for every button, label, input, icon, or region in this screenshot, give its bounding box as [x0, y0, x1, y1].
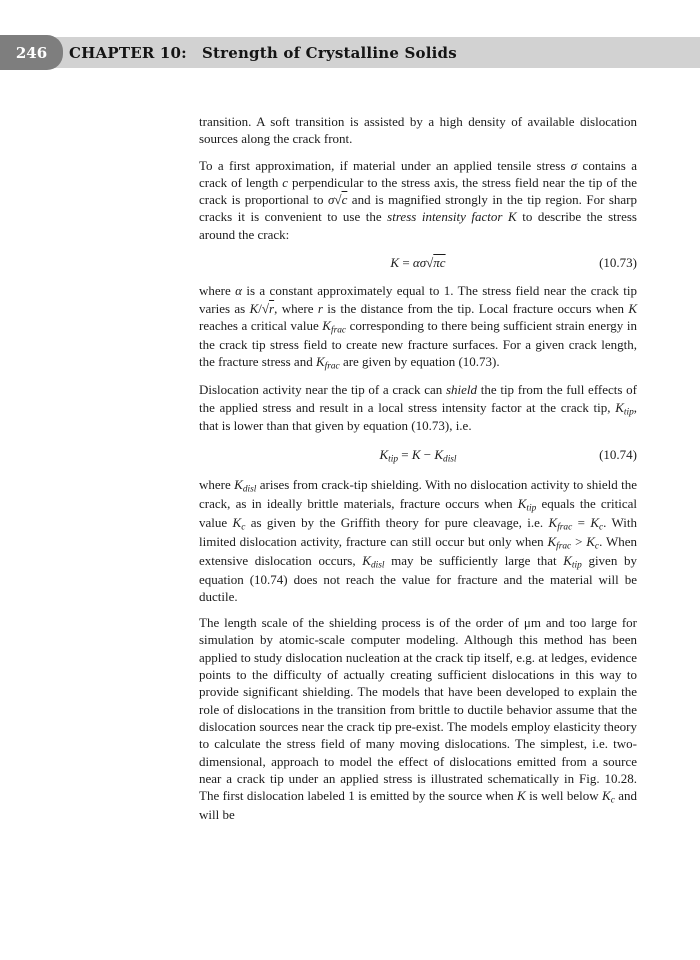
paragraph-6: The length scale of the shielding process is of the order of μm and too large for simulation by atomic-scale computer modeling. Although this method has been applied to study dislocation nucleation at the crack tip itself, e.g. at ledges, evidence points to the difficulty of actually creating sufficient dislocations in this way to provide significant shielding. The models that have been developed to explain the role of dislocations in the transition from brittle to ductile behavior assume that the dislocation sources near the crack tip pre-exist. The models employ elasticity theory to calculate the stress field of many moving dislocations. The simplest, i.e. two-dimensional, approach to model the effect of dislocations emitted from a source near a crack tip under an applied stress is illustrated schematically in Fig. 10.28. The first dislocation labeled 1 is emitted by the source when K is well below $K_c$ and will be [199, 615, 638, 823]
chapter-heading [69, 37, 457, 68]
chapter-title: Strength of Crystalline Solids [201, 43, 457, 62]
paragraph-2: To a first approximation, if material under an applied tensile stress σ contains a crack of length c perpendicular to the stress axis, the stress field near the tip of the crack is proportional to σ√c and is magnified strongly in the tip region. For sharp cracks it is convenient to use the stress intensity factor K to describe the stress around the crack: [199, 157, 638, 242]
equation-math: $K_{tip} = K - K_{disl}$ [379, 446, 457, 465]
paragraph-1: transition. A soft transition is assisted by a high density of available dislocation sources along the crack front. [199, 114, 637, 147]
paragraph-4: Dislocation activity near the tip of a crack can shield the tip from the full effects of the applied stress and result in a local stress intensity factor at the crack tip, $K_{tip}$, that is lower than that given by equation (10.73), i.e. [199, 382, 637, 434]
body-text [199, 113, 637, 832]
equation-number: (10.74) [599, 446, 637, 462]
chapter-header-bar [0, 37, 700, 68]
equation-10-74 [199, 446, 637, 465]
equation-number: (10.73) [599, 255, 637, 271]
chapter-label: CHAPTER 10: [69, 43, 187, 62]
page-number: 246 [15, 43, 48, 62]
equation-math: K = ασ√πc [390, 255, 446, 271]
equation-10-73 [199, 254, 637, 271]
paragraph-3: where α is a constant approximately equal to 1. The stress field near the crack tip varies as K/√r, where r is the distance from the tip. Local fracture occurs when K reaches a critical value $K_{frac}$ corresponding to there being sufficient strain energy in the crack tip stress field to create new fracture surfaces. For a given crack length, the fracture stress and $K_{frac}$ are given by equation (10.73). [199, 283, 637, 372]
page-number-badge [0, 35, 63, 70]
paragraph-5: where $K_{disl}$ arises from crack-tip shielding. With no dislocation activity to shield the crack, as in ideally brittle materials, fracture occurs when $K_{tip}$ equals the critical value $K_c$ as given by the Griffith theory for pure cleavage, i.e. $K_{frac} = K_c$. With limited dislocation activity, fracture can still occur but only when $K_{frac} > K_c$. When extensive dislocation occurs, $K_{disl}$ may be sufficiently large that $K_{tip}$ given by equation (10.74) does not reach the value for fracture and the material will be ductile. [199, 476, 637, 604]
